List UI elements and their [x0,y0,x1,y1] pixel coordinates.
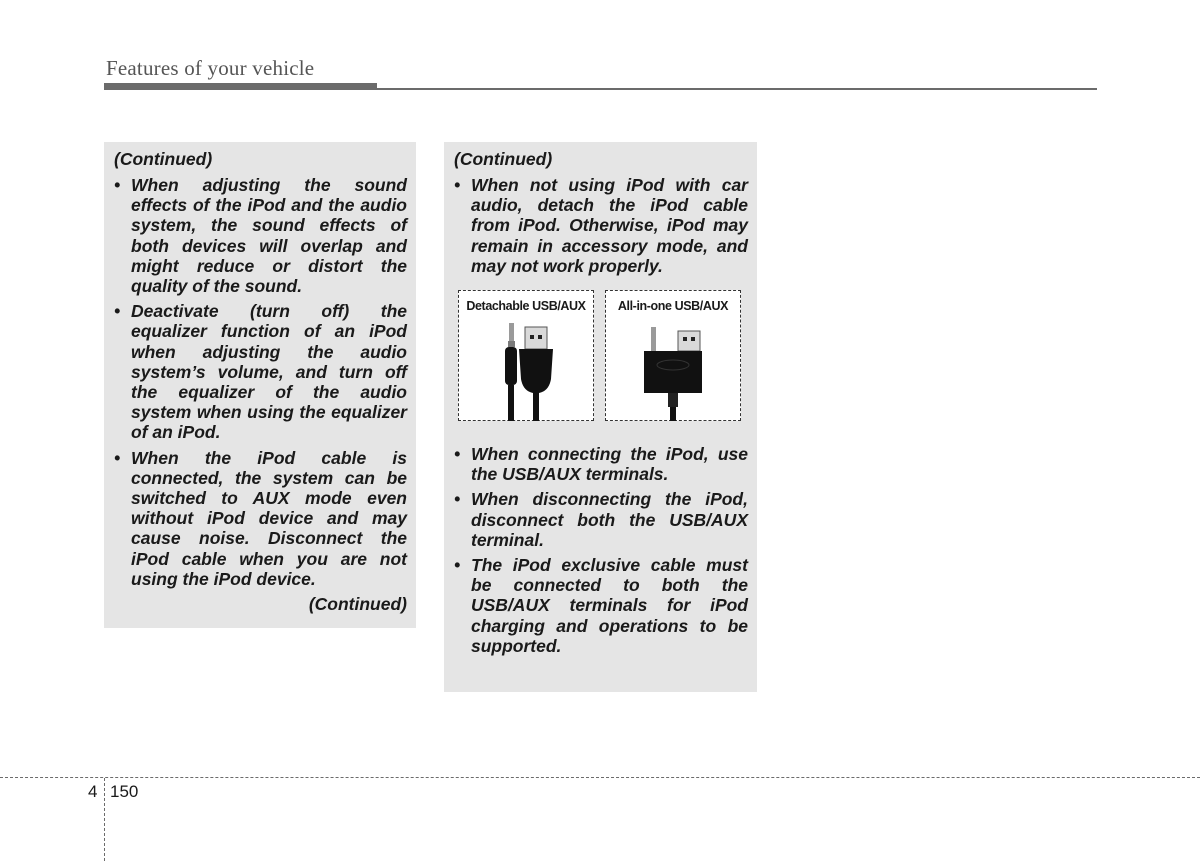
usb-pin [691,337,695,341]
page-number: 150 [110,782,139,801]
continued-label-bottom: (Continued) [308,594,407,615]
continued-label-top: (Continued) [454,149,553,169]
note-bullet: • When adjusting the sound effects of the iPod and the audio system, the sound effects of both devices will overlap and might reduce or distort the quality of the sound. [114,175,407,296]
aux-plug-body [505,347,517,385]
allinone-cable-panel [605,290,741,421]
section-title: Features of your vehicle [106,56,315,80]
footer-divider [104,778,105,861]
combined-plug-body [644,351,702,393]
note-bullet: • The iPod exclusive cable must be connected to both the USB/AUX terminals for iPod charging and operations to be supported. [454,555,748,656]
note-bullet: • When not using iPod with car audio, detach the iPod cable from iPod. Otherwise, iPod may remain in accessory mode, and may not work properly. [454,175,748,276]
note-box-right [444,142,757,692]
usb-pin [538,335,542,339]
note-bullet: • When disconnecting the iPod, disconnect both the USB/AUX terminal. [454,489,748,550]
note-bullet-list [454,444,748,656]
header-rule-accent [104,83,377,90]
chapter-number: 4 [88,782,98,801]
usb-connector [525,327,547,349]
aux-plug-tip [651,327,656,351]
allinone-caption: All-in-one USB/AUX [617,299,729,314]
footer-rule [0,777,1200,778]
usb-pin [530,335,534,339]
note-bullet-list [114,175,407,589]
note-bullet: • Deactivate (turn off) the equalizer function of an iPod when adjusting the audio system’s volume, and turn off the equalizer of the audio system when using the equalizer of an iPod. [114,301,407,442]
aux-plug-ring [508,341,515,347]
note-box-left [104,142,416,628]
combined-cable [670,407,676,421]
usb-plug-body [519,349,553,421]
usb-connector [678,331,700,351]
aux-plug-tip [509,323,514,341]
usb-pin [683,337,687,341]
continued-label-top: (Continued) [114,149,213,169]
note-bullet: • When the iPod cable is connected, the system can be switched to AUX mode even without iPod device and may cause noise. Disconnect the iPod cable when you are not using the iPod device. [114,448,407,589]
detachable-cable-icon [459,317,593,421]
note-bullet-list-intro [454,175,748,276]
detachable-caption: Detachable USB/AUX [466,299,586,314]
cable-figure [458,290,742,422]
note-bullet: • When connecting the iPod, use the USB/AUX terminals. [454,444,748,484]
detachable-cable-panel [458,290,594,421]
strain-relief [668,393,678,407]
aux-cable [508,385,514,421]
allinone-cable-icon [606,317,740,421]
